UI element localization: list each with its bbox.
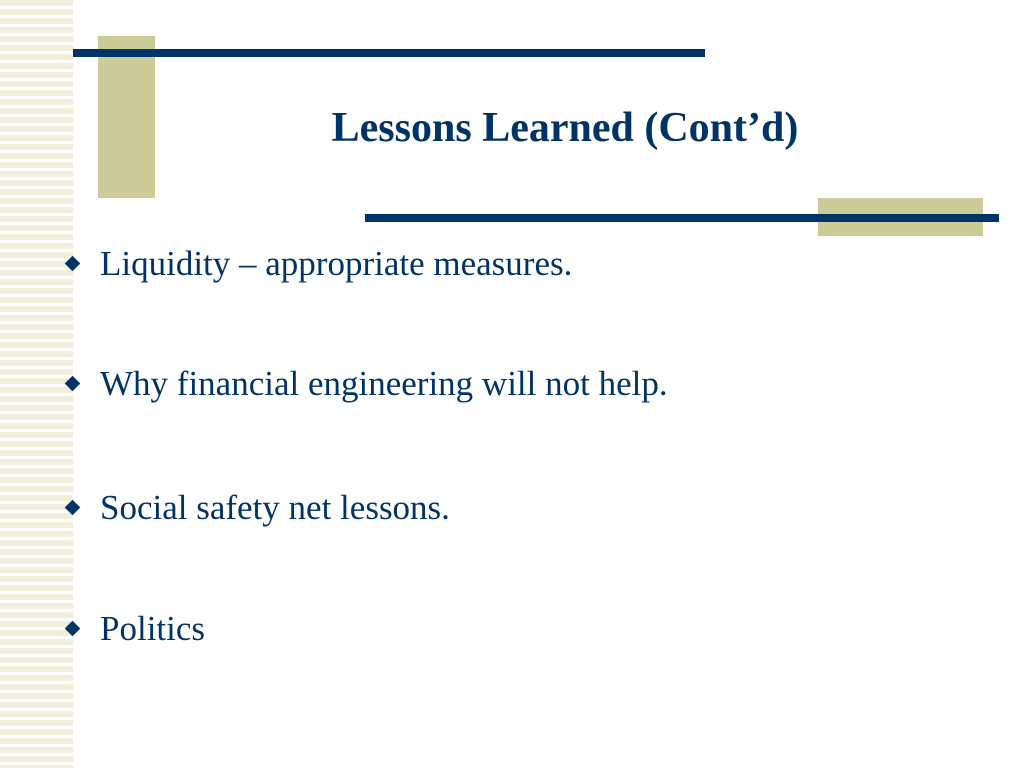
bullet-item <box>64 243 572 285</box>
diamond-bullet-icon <box>64 499 82 517</box>
title-rule-top <box>73 49 705 57</box>
accent-block-top <box>98 36 155 198</box>
left-stripe-decoration <box>0 0 73 768</box>
bullet-text: Liquidity – appropriate measures. <box>100 244 573 283</box>
bullet-item <box>64 608 205 650</box>
slide-title: Lessons Learned (Cont’d) <box>331 105 799 151</box>
diamond-bullet-icon <box>64 620 82 638</box>
title-rule-bottom <box>365 214 999 222</box>
bullet-text: Social safety net lessons. <box>100 488 450 527</box>
diamond-bullet-icon <box>64 375 82 393</box>
bullet-text: Politics <box>100 609 206 648</box>
bullet-item <box>64 363 668 405</box>
bullet-item <box>64 487 450 529</box>
diamond-bullet-icon <box>64 255 82 273</box>
bullet-text: Why financial engineering will not help. <box>100 364 668 403</box>
